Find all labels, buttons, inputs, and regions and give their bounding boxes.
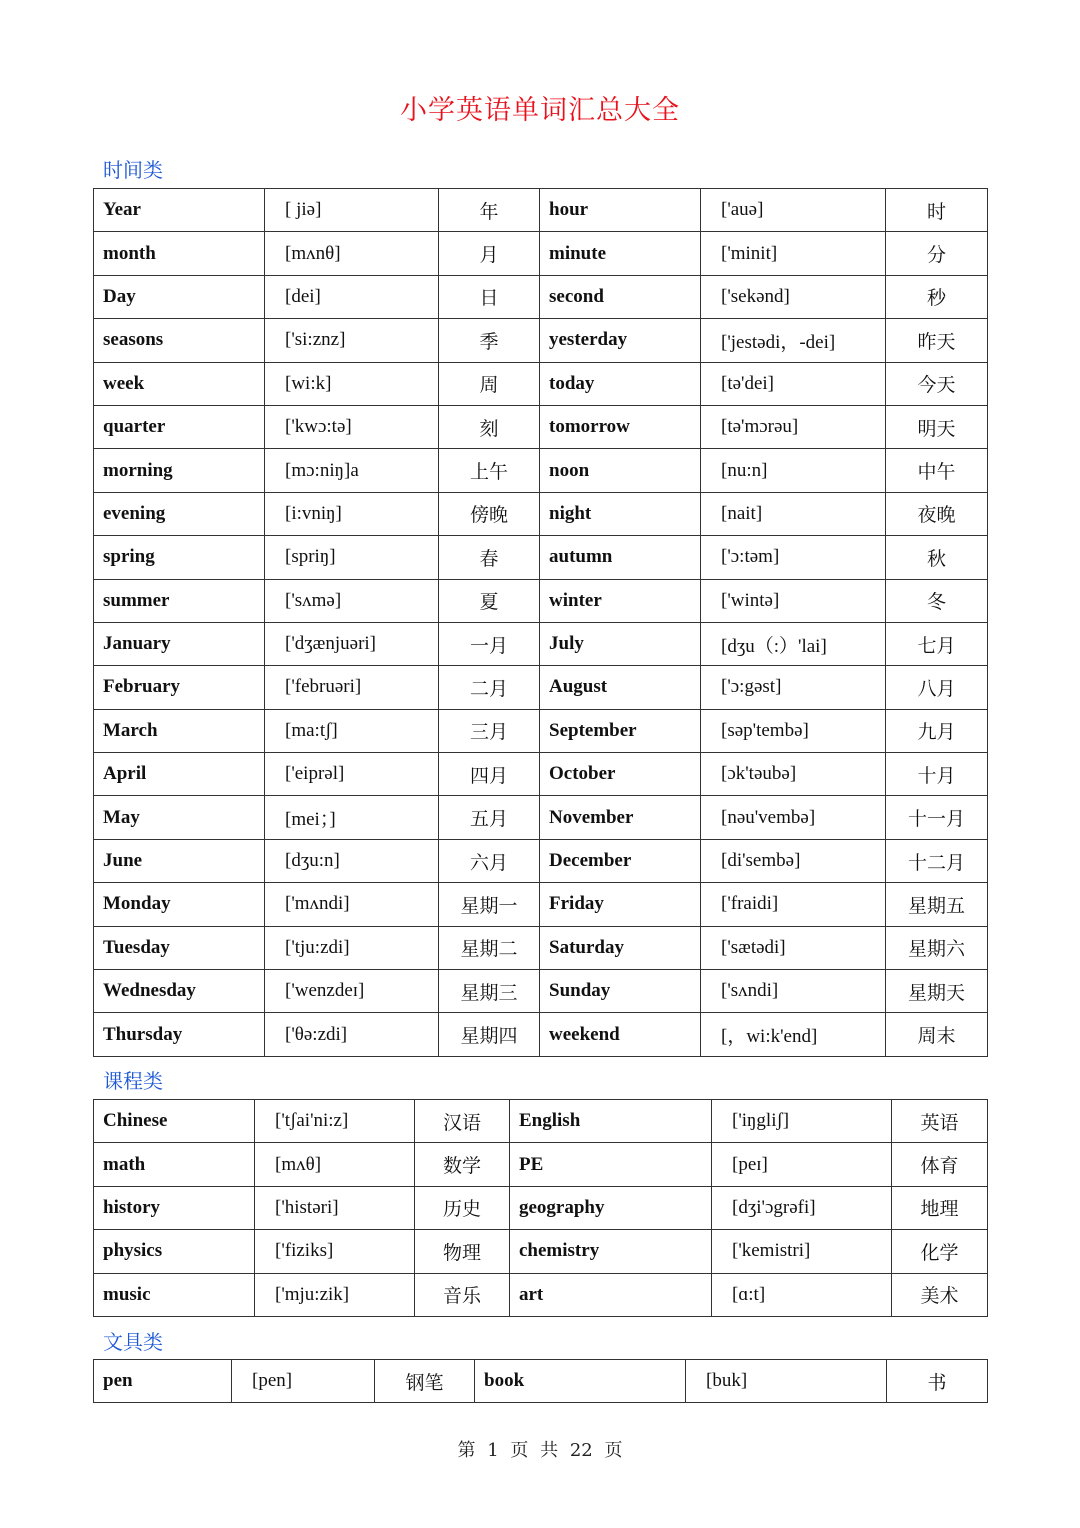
- phonetic: ['wenzdeɪ]: [265, 970, 439, 1013]
- table-row: [94, 449, 988, 492]
- chinese-meaning: 九月: [886, 709, 988, 752]
- english-word: Chinese: [94, 1100, 255, 1143]
- english-word: minute: [540, 232, 701, 275]
- vocab-table-stationery: [93, 1359, 988, 1403]
- table-row: [94, 232, 988, 275]
- phonetic: [dei]: [265, 275, 439, 318]
- table-row: [94, 709, 988, 752]
- table-row: [94, 926, 988, 969]
- table-row: [94, 1143, 988, 1186]
- english-word: music: [94, 1273, 255, 1316]
- english-word: seasons: [94, 319, 265, 362]
- phonetic: [di'sembə]: [701, 839, 886, 882]
- table-row: [94, 796, 988, 839]
- chinese-meaning: 三月: [439, 709, 540, 752]
- phonetic: [dʒu（:）'lai]: [701, 622, 886, 665]
- chinese-meaning: 地理: [892, 1186, 988, 1229]
- chinese-meaning: 季: [439, 319, 540, 362]
- table-row: [94, 319, 988, 362]
- phonetic: ['iŋgliʃ]: [712, 1100, 892, 1143]
- table-row: [94, 883, 988, 926]
- chinese-meaning: 昨天: [886, 319, 988, 362]
- chinese-meaning: 分: [886, 232, 988, 275]
- phonetic: [nəu'vembə]: [701, 796, 886, 839]
- table-row: [94, 1273, 988, 1316]
- phonetic: ['auə]: [701, 189, 886, 232]
- phonetic: ['jestədi，-dei]: [701, 319, 886, 362]
- english-word: March: [94, 709, 265, 752]
- phonetic: ['fraidi]: [701, 883, 886, 926]
- chinese-meaning: 上午: [439, 449, 540, 492]
- chinese-meaning: 十二月: [886, 839, 988, 882]
- english-word: Tuesday: [94, 926, 265, 969]
- chinese-meaning: 十一月: [886, 796, 988, 839]
- english-word: yesterday: [540, 319, 701, 362]
- phonetic: ['wintə]: [701, 579, 886, 622]
- english-word: February: [94, 666, 265, 709]
- phonetic: ['mju:zik]: [255, 1273, 415, 1316]
- chinese-meaning: 十月: [886, 753, 988, 796]
- chinese-meaning: 数学: [415, 1143, 510, 1186]
- english-word: summer: [94, 579, 265, 622]
- vocab-table-courses: [93, 1099, 988, 1317]
- table-row: [94, 839, 988, 882]
- english-word: history: [94, 1186, 255, 1229]
- phonetic: ['si:znz]: [265, 319, 439, 362]
- english-word: morning: [94, 449, 265, 492]
- table-row: [94, 1100, 988, 1143]
- table-row: [94, 753, 988, 796]
- phonetic: ['fiziks]: [255, 1230, 415, 1273]
- table-row: [94, 1360, 988, 1403]
- chinese-meaning: 夜晚: [886, 492, 988, 535]
- phonetic: [ɔk'təubə]: [701, 753, 886, 796]
- phonetic: ['sætədi]: [701, 926, 886, 969]
- english-word: pen: [94, 1360, 232, 1403]
- vocab-table-time: [93, 188, 988, 1057]
- chinese-meaning: 星期六: [886, 926, 988, 969]
- phonetic: ['mʌndi]: [265, 883, 439, 926]
- section-heading-courses: 课程类: [103, 1069, 163, 1093]
- phonetic: ['kemistri]: [712, 1230, 892, 1273]
- chinese-meaning: 星期天: [886, 970, 988, 1013]
- english-word: noon: [540, 449, 701, 492]
- english-word: tomorrow: [540, 405, 701, 448]
- phonetic: [wi:k]: [265, 362, 439, 405]
- english-word: spring: [94, 536, 265, 579]
- phonetic: [ jiə]: [265, 189, 439, 232]
- phonetic: ['sʌndi]: [701, 970, 886, 1013]
- chinese-meaning: 体育: [892, 1143, 988, 1186]
- english-word: math: [94, 1143, 255, 1186]
- chinese-meaning: 周末: [886, 1013, 988, 1056]
- phonetic: ['dʒænjuəri]: [265, 622, 439, 665]
- english-word: autumn: [540, 536, 701, 579]
- phonetic: [səp'tembə]: [701, 709, 886, 752]
- phonetic: [mʌnθ]: [265, 232, 439, 275]
- phonetic: [dʒu:n]: [265, 839, 439, 882]
- english-word: weekend: [540, 1013, 701, 1056]
- english-word: May: [94, 796, 265, 839]
- chinese-meaning: 夏: [439, 579, 540, 622]
- chinese-meaning: 春: [439, 536, 540, 579]
- phonetic: [tə'mɔrəu]: [701, 405, 886, 448]
- chinese-meaning: 汉语: [415, 1100, 510, 1143]
- phonetic: ['ɔ:təm]: [701, 536, 886, 579]
- chinese-meaning: 时: [886, 189, 988, 232]
- phonetic: [ma:tʃ]: [265, 709, 439, 752]
- phonetic: ['eiprəl]: [265, 753, 439, 796]
- phonetic: [dʒi'ɔgrəfi]: [712, 1186, 892, 1229]
- english-word: art: [510, 1273, 712, 1316]
- phonetic: ['februəri]: [265, 666, 439, 709]
- chinese-meaning: 秋: [886, 536, 988, 579]
- table-row: [94, 970, 988, 1013]
- chinese-meaning: 二月: [439, 666, 540, 709]
- chinese-meaning: 书: [887, 1360, 988, 1403]
- table-row: [94, 536, 988, 579]
- table-row: [94, 189, 988, 232]
- phonetic: [i:vniŋ]: [265, 492, 439, 535]
- phonetic: ['ɔ:gəst]: [701, 666, 886, 709]
- chinese-meaning: 六月: [439, 839, 540, 882]
- english-word: Wednesday: [94, 970, 265, 1013]
- phonetic: [tə'dei]: [701, 362, 886, 405]
- phonetic: ['tju:zdi]: [265, 926, 439, 969]
- english-word: Monday: [94, 883, 265, 926]
- english-word: Year: [94, 189, 265, 232]
- chinese-meaning: 八月: [886, 666, 988, 709]
- phonetic: [，wi:k'end]: [701, 1013, 886, 1056]
- english-word: Friday: [540, 883, 701, 926]
- phonetic: ['minit]: [701, 232, 886, 275]
- table-row: [94, 1230, 988, 1273]
- chinese-meaning: 冬: [886, 579, 988, 622]
- english-word: Sunday: [540, 970, 701, 1013]
- english-word: hour: [540, 189, 701, 232]
- chinese-meaning: 美术: [892, 1273, 988, 1316]
- phonetic: [spriŋ]: [265, 536, 439, 579]
- english-word: second: [540, 275, 701, 318]
- chinese-meaning: 明天: [886, 405, 988, 448]
- chinese-meaning: 刻: [439, 405, 540, 448]
- section-heading-time: 时间类: [103, 158, 163, 182]
- chinese-meaning: 周: [439, 362, 540, 405]
- phonetic: [nu:n]: [701, 449, 886, 492]
- phonetic: [buk]: [686, 1360, 887, 1403]
- chinese-meaning: 星期一: [439, 883, 540, 926]
- chinese-meaning: 星期四: [439, 1013, 540, 1056]
- chinese-meaning: 历史: [415, 1186, 510, 1229]
- chinese-meaning: 英语: [892, 1100, 988, 1143]
- phonetic: ['tʃai'ni:z]: [255, 1100, 415, 1143]
- chinese-meaning: 五月: [439, 796, 540, 839]
- chinese-meaning: 物理: [415, 1230, 510, 1273]
- phonetic: ['sʌmə]: [265, 579, 439, 622]
- chinese-meaning: 傍晚: [439, 492, 540, 535]
- english-word: physics: [94, 1230, 255, 1273]
- phonetic: ['θə:zdi]: [265, 1013, 439, 1056]
- chinese-meaning: 今天: [886, 362, 988, 405]
- table-row: [94, 275, 988, 318]
- chinese-meaning: 中午: [886, 449, 988, 492]
- english-word: week: [94, 362, 265, 405]
- english-word: Day: [94, 275, 265, 318]
- chinese-meaning: 化学: [892, 1230, 988, 1273]
- english-word: quarter: [94, 405, 265, 448]
- phonetic: ['histəri]: [255, 1186, 415, 1229]
- english-word: night: [540, 492, 701, 535]
- table-row: [94, 405, 988, 448]
- chinese-meaning: 星期二: [439, 926, 540, 969]
- table-row: [94, 1186, 988, 1229]
- chinese-meaning: 星期三: [439, 970, 540, 1013]
- phonetic: [nait]: [701, 492, 886, 535]
- english-word: June: [94, 839, 265, 882]
- english-word: evening: [94, 492, 265, 535]
- page-footer: 第 1 页 共 22 页: [457, 1440, 623, 1461]
- phonetic: [pen]: [232, 1360, 375, 1403]
- chinese-meaning: 四月: [439, 753, 540, 796]
- english-word: Saturday: [540, 926, 701, 969]
- section-heading-stationery: 文具类: [103, 1330, 163, 1354]
- phonetic: [mɔ:niŋ]a: [265, 449, 439, 492]
- english-word: chemistry: [510, 1230, 712, 1273]
- chinese-meaning: 日: [439, 275, 540, 318]
- english-word: Thursday: [94, 1013, 265, 1056]
- english-word: English: [510, 1100, 712, 1143]
- chinese-meaning: 秒: [886, 275, 988, 318]
- english-word: August: [540, 666, 701, 709]
- table-row: [94, 666, 988, 709]
- table-row: [94, 492, 988, 535]
- english-word: today: [540, 362, 701, 405]
- english-word: October: [540, 753, 701, 796]
- phonetic: [mʌθ]: [255, 1143, 415, 1186]
- english-word: month: [94, 232, 265, 275]
- english-word: winter: [540, 579, 701, 622]
- chinese-meaning: 钢笔: [375, 1360, 475, 1403]
- phonetic: [peɪ]: [712, 1143, 892, 1186]
- english-word: April: [94, 753, 265, 796]
- table-row: [94, 622, 988, 665]
- phonetic: ['kwɔ:tə]: [265, 405, 439, 448]
- english-word: geography: [510, 1186, 712, 1229]
- table-row: [94, 579, 988, 622]
- chinese-meaning: 一月: [439, 622, 540, 665]
- english-word: December: [540, 839, 701, 882]
- chinese-meaning: 年: [439, 189, 540, 232]
- english-word: September: [540, 709, 701, 752]
- english-word: November: [540, 796, 701, 839]
- table-row: [94, 1013, 988, 1056]
- chinese-meaning: 七月: [886, 622, 988, 665]
- page-title: 小学英语单词汇总大全: [400, 95, 680, 126]
- phonetic: [ɑ:t]: [712, 1273, 892, 1316]
- table-row: [94, 362, 988, 405]
- english-word: July: [540, 622, 701, 665]
- english-word: January: [94, 622, 265, 665]
- phonetic: [mei；]: [265, 796, 439, 839]
- english-word: PE: [510, 1143, 712, 1186]
- chinese-meaning: 音乐: [415, 1273, 510, 1316]
- english-word: book: [475, 1360, 686, 1403]
- phonetic: ['sekənd]: [701, 275, 886, 318]
- chinese-meaning: 星期五: [886, 883, 988, 926]
- chinese-meaning: 月: [439, 232, 540, 275]
